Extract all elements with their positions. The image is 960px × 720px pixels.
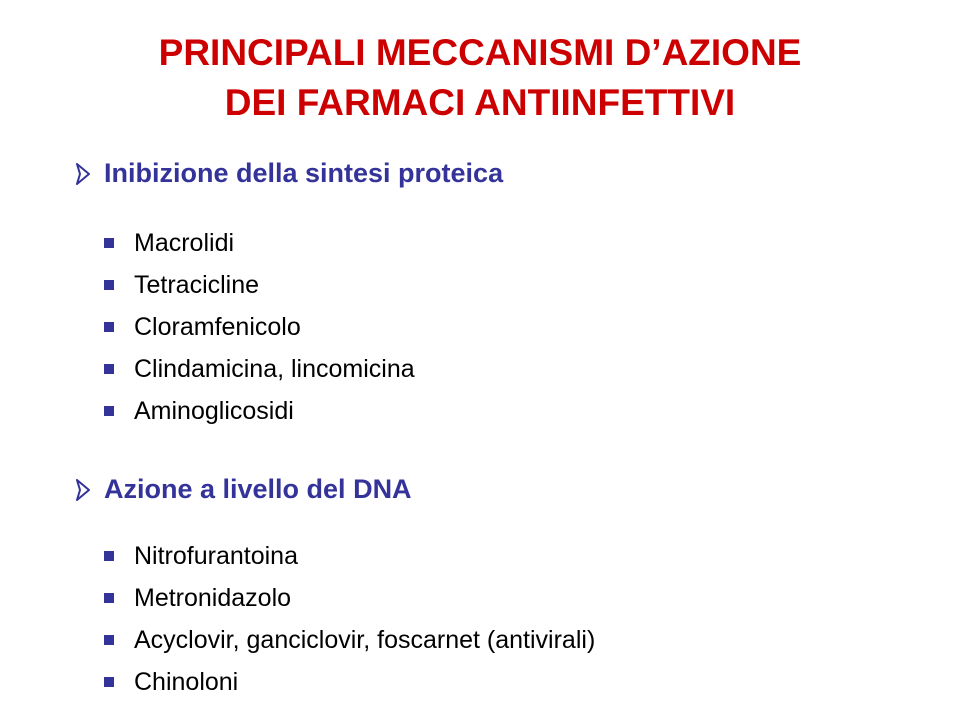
square-bullet-icon <box>104 280 114 290</box>
arrowhead-icon <box>76 163 90 185</box>
square-bullet-icon <box>104 238 114 248</box>
list-item <box>104 306 415 348</box>
square-bullet-icon <box>104 593 114 603</box>
title-line-2: DEI FARMACI ANTIINFETTIVI <box>224 82 736 123</box>
list-item-label: Chinoloni <box>134 667 239 696</box>
section-heading-label: Inibizione della sintesi proteica <box>104 158 504 188</box>
list-item <box>104 619 595 661</box>
slide-title <box>0 28 960 128</box>
list-item <box>104 348 415 390</box>
list-item-label: Acyclovir, ganciclovir, foscarnet (antivirali) <box>134 625 596 654</box>
square-bullet-icon <box>104 406 114 416</box>
square-bullet-icon <box>104 635 114 645</box>
list-item <box>104 390 415 432</box>
list-item <box>104 535 595 577</box>
title-line-1: PRINCIPALI MECCANISMI D’AZIONE <box>158 32 802 73</box>
section-heading-dna <box>76 474 412 505</box>
list-item-label: Tetracicline <box>134 270 260 299</box>
arrowhead-icon <box>76 479 90 501</box>
section-heading-protein-synthesis <box>76 158 503 189</box>
section-heading-label: Azione a livello del DNA <box>104 474 412 504</box>
list-item-label: Metronidazolo <box>134 583 292 612</box>
square-bullet-icon <box>104 677 114 687</box>
list-item <box>104 577 595 619</box>
list-item-label: Aminoglicosidi <box>134 396 294 425</box>
list-item-label: Nitrofurantoina <box>134 541 298 570</box>
dna-action-list <box>104 535 595 703</box>
square-bullet-icon <box>104 551 114 561</box>
square-bullet-icon <box>104 322 114 332</box>
list-item <box>104 661 595 703</box>
list-item <box>104 222 415 264</box>
list-item-label: Clindamicina, lincomicina <box>134 354 415 383</box>
list-item-label: Cloramfenicolo <box>134 312 301 341</box>
square-bullet-icon <box>104 364 114 374</box>
list-item-label: Macrolidi <box>134 228 235 257</box>
list-item <box>104 264 415 306</box>
protein-synthesis-list <box>104 222 415 432</box>
